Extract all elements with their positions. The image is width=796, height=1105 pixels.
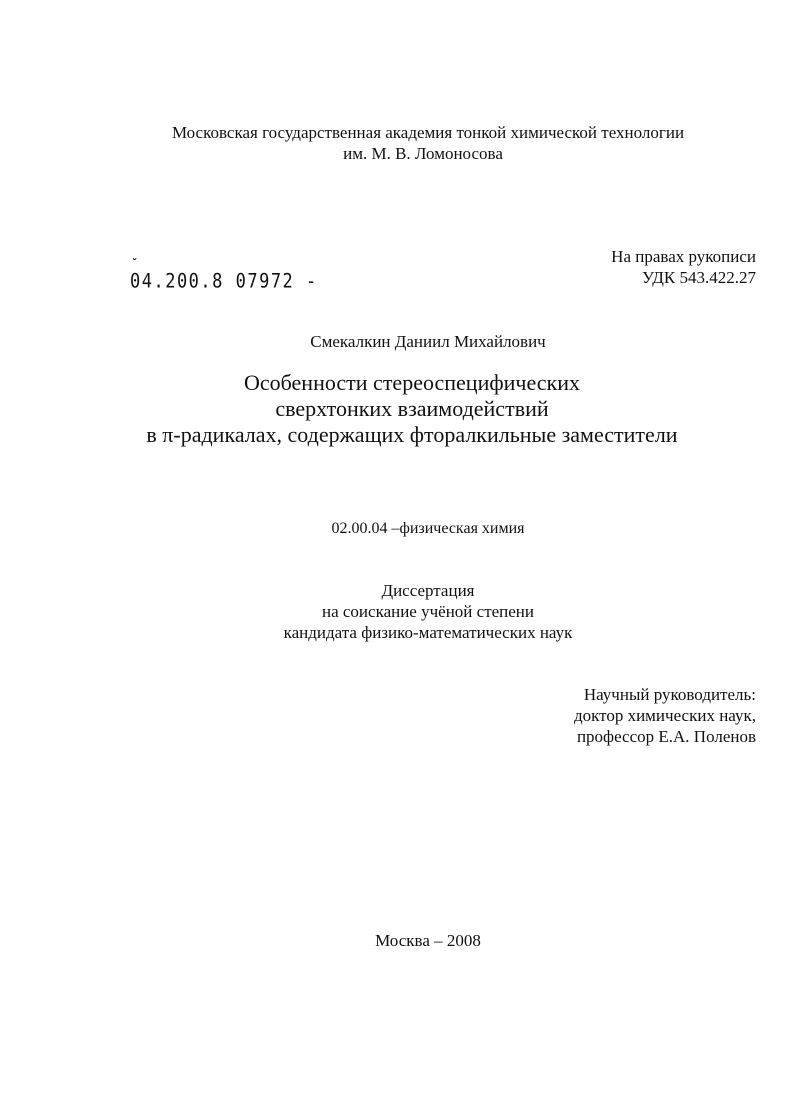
city-year: Москва – 2008 (375, 931, 481, 950)
archive-stamp-number: ˘ 04.200.8 07972 - (130, 270, 318, 293)
supervisor-block (574, 684, 756, 747)
degree-purpose: на соискание учёной степени (321, 602, 535, 621)
supervisor-name: профессор Е.А. Поленов (576, 727, 756, 746)
degree-block (0, 580, 796, 643)
manuscript-rights: На правах рукописи (611, 247, 756, 266)
degree-name: кандидата физико-математических наук (283, 623, 573, 642)
title-line: Особенности стереоспецифических (243, 370, 580, 395)
title-line: в π-радикалах, содержащих фторалкильные заместители (146, 422, 678, 447)
document-type: Диссертация (381, 581, 475, 600)
institution-header (0, 122, 796, 164)
institution-name: Московская государственная академия тонкой химической технологии (171, 123, 685, 142)
author-name: Смекалкин Даниил Михайлович (310, 332, 546, 351)
supervisor-degree: доктор химических наук, (573, 706, 756, 725)
institution-namesake: им. М. В. Ломоносова (343, 144, 503, 163)
rights-block (611, 246, 756, 288)
title-line: сверхтонких взаимодействий (275, 396, 549, 421)
udc-code: УДК 543.422.27 (641, 268, 756, 287)
specialty-code: 02.00.04 –физическая химия (331, 520, 525, 537)
supervisor-label: Научный руководитель: (583, 685, 756, 704)
dissertation-title (0, 370, 796, 448)
